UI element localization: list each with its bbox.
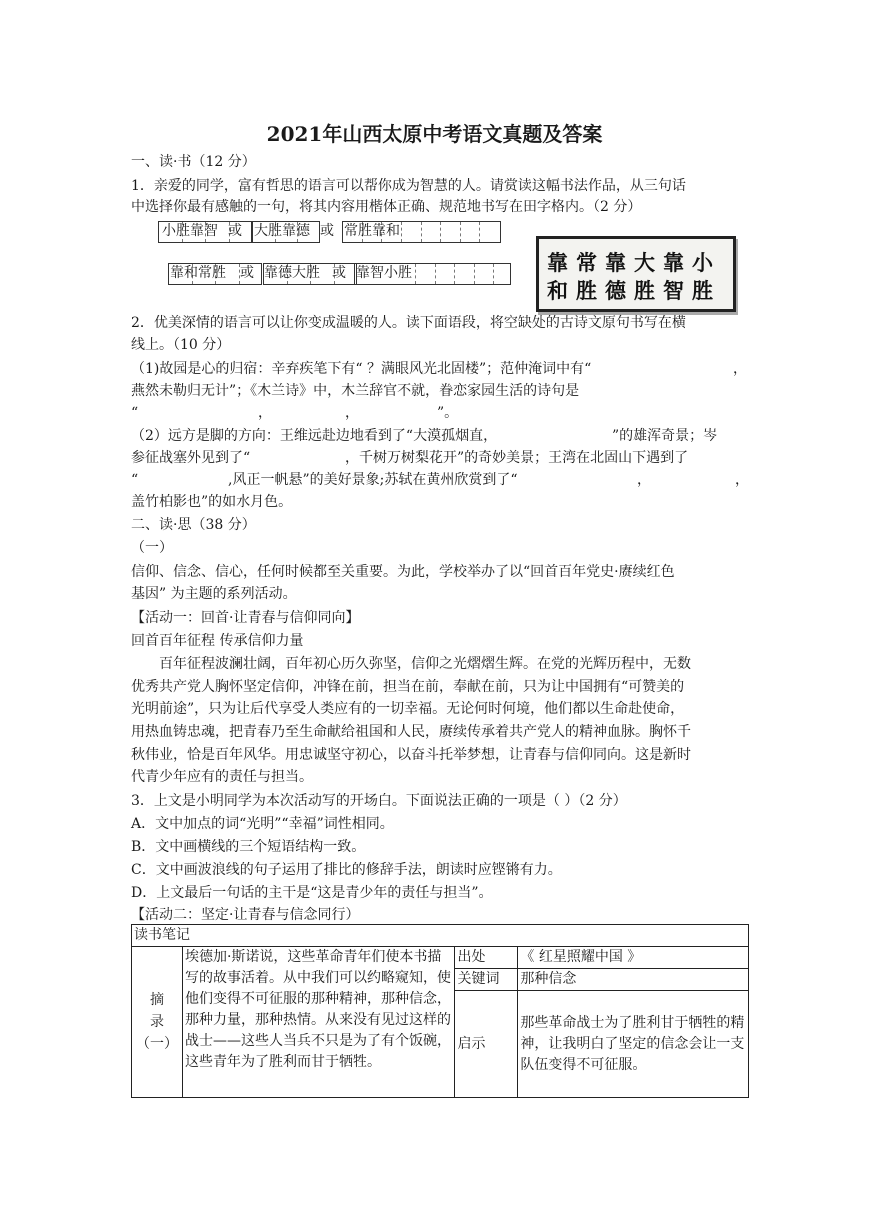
passage-line3: 光明前途”，只为让后代享受人类应有的一切幸福。无论何时何境，他们都以生命赴使命， — [131, 701, 685, 717]
q1-text-line1: 1．亲爱的同学，富有哲思的语言可以帮你成为智慧的人。请赏读这幅书法作品，从三句话 — [131, 178, 686, 194]
excerpt-text: 埃德加·斯诺说，这些革命青年们使本书描写的故事活着。从中我们可以约略窥知，使他们变得不可征服的那种精神，那种信念，那种力量，那种热情。从来没有见过这样的战士——这些人当兵不只是为了有个饭碗，这些青年为了胜利而甘于牺牲。 — [182, 947, 455, 1098]
q3-option-a: A．文中加点的词“光明”“幸福”词性相同。 — [131, 816, 394, 832]
section-2-heading: 二、读·思（38 分） — [131, 517, 256, 533]
passage-line6: 代青少年应有的责任与担当。 — [131, 769, 313, 785]
passage-line5: 秋伟业，恰是百年风华。用忠诚坚守初心，以奋斗托举梦想，让青春与信仰同向。这是新时 — [131, 747, 691, 763]
q2-text-line2: 线上。（10 分） — [131, 337, 231, 353]
q2-part2-line1: （2）远方是脚的方向：王维远赴边地看到了“大漠孤烟直， — [131, 428, 498, 444]
source-value: 《 红星照耀中国 》 — [518, 947, 749, 969]
keyword-value: 那种信念 — [518, 969, 749, 991]
q2-part1-line3-comma: ， — [345, 405, 359, 421]
or-text: 或 — [228, 223, 242, 239]
activity-1-subtitle: 回首百年征程 传承信仰力量 — [131, 633, 304, 649]
intro-line2: 基因” 为主题的系列活动。 — [131, 586, 297, 602]
passage-line2: 优秀共产党人胸怀坚定信仰，冲锋在前，担当在前，奉献在前，只为让中国拥有“可赞美的 — [131, 679, 685, 695]
subsection-1-heading: （一） — [131, 540, 173, 556]
q2-text-line1: 2．优美深情的语言可以让你变成温暖的人。读下面语段，将空缺处的古诗文原句书写在横 — [131, 315, 686, 331]
source-label: 出处 — [455, 947, 518, 969]
q2-part2-line3-open: “ — [131, 472, 139, 488]
intro-line1: 信仰、信念、信心，任何时候都至关重要。为此，学校举办了以“回首百年党史·赓续红色 — [131, 564, 675, 580]
or-text: 或 — [332, 265, 346, 281]
excerpt-label — [132, 947, 183, 1098]
q2-part2-line3-mid: ,风正一帆悬”的美好景象;苏轼在黄州欣赏到了“ — [228, 472, 518, 488]
q3-option-d: D．上文最后一句话的主干是“这是青少年的责任与担当”。 — [131, 885, 493, 901]
excerpt-label-char: （一） — [135, 1036, 178, 1052]
q3-option-c: C．文中画波浪线的句子运用了排比的修辞手法，朗读时应铿锵有力。 — [131, 862, 562, 878]
activity-2-heading: 【活动二：坚定·让青春与信念同行） — [131, 907, 360, 923]
q2-part2-line1-end: ”的雄浑奇景；岑 — [612, 428, 718, 444]
inspiration-label: 启示 — [455, 991, 518, 1098]
q2-part2-line2-start: 参征战塞外见到了“ — [131, 450, 251, 466]
section-1-heading: 一、读·书（12 分） — [131, 154, 256, 170]
q1-text-line2: 中选择你最有感触的一句，将其内容用楷体正确、规范地书写在田字格内。（2 分） — [131, 199, 642, 215]
excerpt-label-char: 录 — [149, 1014, 164, 1030]
passage-line4: 用热血铸忠魂，把青春乃至生命献给祖国和人民，赓续传承着共产党人的精神血脉。胸怀千 — [131, 724, 691, 740]
keyword-label: 关键词 — [455, 969, 518, 991]
calligraphy-row2: 和胜德胜智胜 — [547, 278, 721, 303]
page-title: 2021年山西太原中考语文真题及答案 — [266, 122, 603, 146]
q2-part2-line3-comma: ， — [735, 472, 749, 488]
q3-option-b: B．文中画横线的三个短语结构一致。 — [131, 839, 366, 855]
q2-part2-line2-end: ，千树万树梨花开”的奇妙美景；王湾在北固山下遇到了 — [345, 450, 689, 466]
calligraphy-image — [536, 236, 736, 312]
or-text: 或 — [240, 265, 254, 281]
activity-1-heading: 【活动一：回首·让青春与信仰同向】 — [131, 610, 360, 626]
inspiration-value: 那些革命战士为了胜利甘于牺牲的精神，让我明白了坚定的信念会让一支队伍变得不可征服。 — [518, 991, 749, 1098]
grid-answer-text: 靠智小胜 — [356, 265, 412, 281]
grid-answer-text: 常胜靠和 — [344, 223, 400, 239]
grid-answer-text: 靠和常胜 — [170, 265, 226, 281]
grid-answer-text: 靠德大胜 — [264, 265, 320, 281]
notes-header: 读书笔记 — [132, 925, 749, 947]
q2-part2-line4: 盖竹柏影也”的如水月色。 — [131, 494, 293, 510]
calligraphy-row1: 靠常靠大靠小 — [547, 250, 721, 275]
reading-notes-table — [131, 924, 749, 1098]
grid-answer-text: 大胜靠德 — [254, 223, 310, 239]
q3-text: 3．上文是小明同学为本次活动写的开场白。下面说法正确的一项是（ ）（2 分） — [131, 793, 627, 809]
q2-part2-line3-comma: ， — [637, 472, 651, 488]
q2-part1-line1-end: ， — [733, 361, 747, 377]
excerpt-label-char: 摘 — [149, 992, 164, 1008]
q2-part1-line2: 燕然未勒归无计”；《木兰诗》中，木兰辞官不就，眷恋家园生活的诗句是 — [131, 383, 580, 399]
passage-line1: 百年征程波澜壮阔，百年初心历久弥坚，信仰之光熠熠生辉。在党的光辉历程中，无数 — [159, 656, 691, 672]
grid-answer-text: 小胜靠智 — [162, 223, 218, 239]
q2-part1-line1: （1)故园是心的归宿：辛弃疾笔下有“ ？满眼风光北固楼”；范仲淹词中有“ — [131, 361, 592, 377]
q2-part1-line3-comma: ， — [258, 405, 272, 421]
q2-part1-line3-open: “ — [131, 405, 139, 421]
or-text: 或 — [320, 223, 334, 239]
q2-part1-line3-close: ”。 — [437, 405, 459, 421]
